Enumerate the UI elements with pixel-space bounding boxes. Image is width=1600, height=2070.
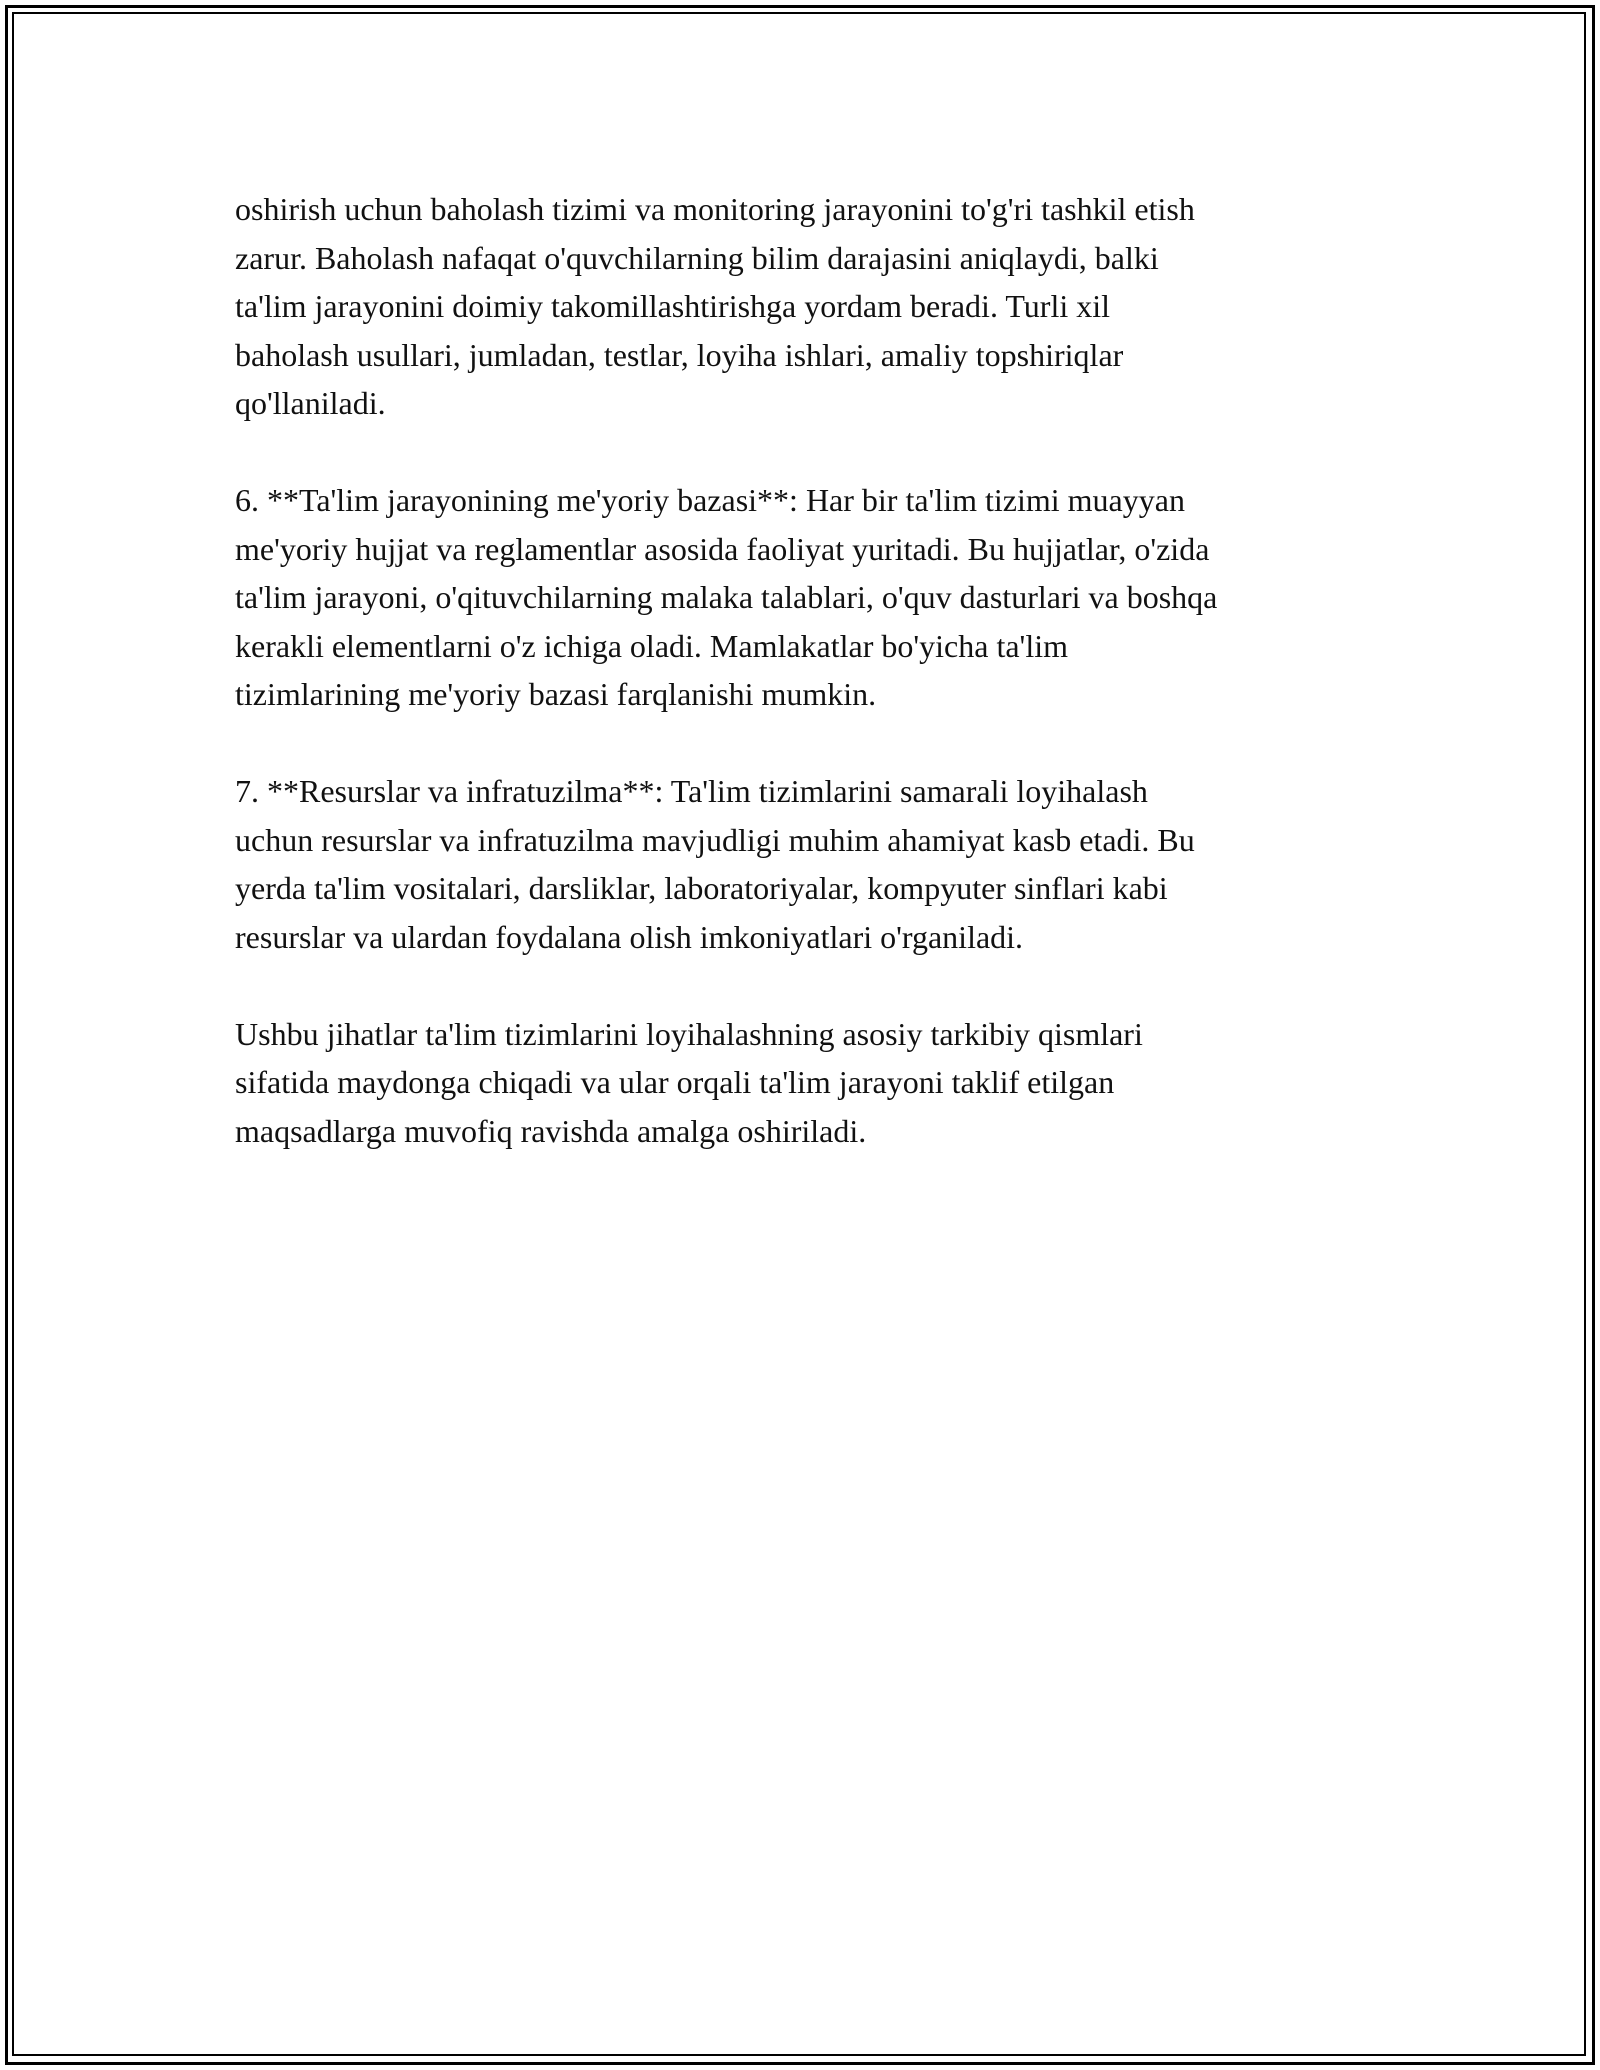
- text-line: tizimlarining me'yoriy bazasi farqlanishi mumkin.: [235, 676, 877, 712]
- paragraph-assessment: [235, 185, 1385, 428]
- text-line: me'yoriy hujjat va reglamentlar asosida faoliyat yuritadi. Bu hujjatlar, o'zida: [235, 530, 1210, 567]
- document-body: [235, 185, 1385, 1204]
- text-line: kerakli elementlarni o'z ichiga oladi. Mamlakatlar bo'yicha ta'lim: [235, 627, 1068, 664]
- text-line: sifatida maydonga chiqadi va ular orqali ta'lim jarayoni taklif etilgan: [235, 1064, 1115, 1100]
- text-line: uchun resurslar va infratuzilma mavjudligi muhim ahamiyat kasb etadi. Bu: [235, 821, 1195, 858]
- text-line: ta'lim jarayonini doimiy takomillashtirishga yordam beradi. Turli xil: [235, 288, 1110, 324]
- text-line: baholash usullari, jumladan, testlar, loyiha ishlari, amaliy topshiriqlar: [235, 336, 1124, 373]
- text-line: zarur. Baholash nafaqat o'quvchilarning bilim darajasini aniqlaydi, balki: [235, 239, 1159, 276]
- text-line: qo'llaniladi.: [235, 385, 386, 421]
- text-line: resurslar va ulardan foydalana olish imkoniyatlari o'rganiladi.: [235, 918, 1024, 955]
- text-line: yerda ta'lim vositalari, darsliklar, laboratoriyalar, kompyuter sinflari kabi: [235, 870, 1168, 906]
- paragraph-normative-base: [235, 476, 1385, 719]
- paragraph-resources: [235, 767, 1385, 961]
- paragraph-conclusion: [235, 1010, 1385, 1156]
- text-line: Ushbu jihatlar ta'lim tizimlarini loyihalashning asosiy tarkibiy qismlari: [235, 1015, 1143, 1052]
- text-line: 6. **Ta'lim jarayonining me'yoriy bazasi**: Har bir ta'lim tizimi muayyan: [235, 482, 1185, 518]
- text-line: 7. **Resurslar va infratuzilma**: Ta'lim tizimlarini samarali loyihalash: [235, 773, 1148, 809]
- text-line: ta'lim jarayoni, o'qituvchilarning malaka talablari, o'quv dasturlari va boshqa: [235, 579, 1218, 615]
- text-line: oshirish uchun baholash tizimi va monitoring jarayonini to'g'ri tashkil etish: [235, 191, 1195, 227]
- text-line: maqsadlarga muvofiq ravishda amalga oshiriladi.: [235, 1112, 867, 1149]
